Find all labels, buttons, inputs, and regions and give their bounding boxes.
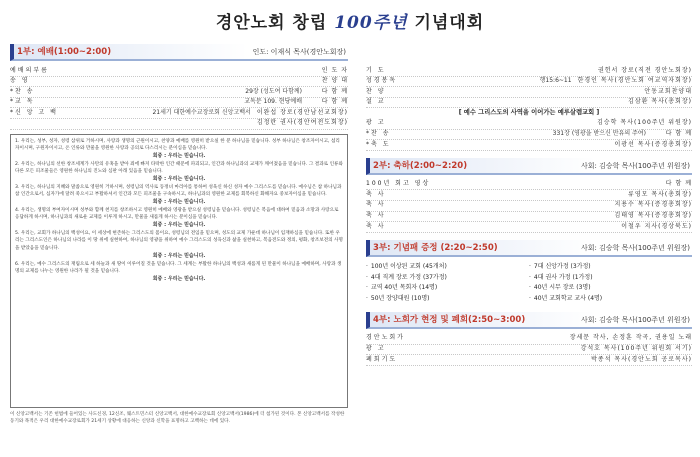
award-item: · 4대 직계 장로 가정 (37가정) [366, 273, 529, 284]
creed-article: 1. 우리는, 성부, 성자, 성령 삼위로 거하시며, 사랑과 생명의 근원이시고, 찬양과 예배를 영원히 받으실 한 분 하나님을 믿습니다. 성부 하나님은 창조자이시고, 섭리자이시며, 구원자이시고, 온 인류와 만물을 영원한 사랑과 공의로 다스리시는 분이심을 믿습니다. [15, 138, 340, 151]
left-column [10, 44, 348, 425]
program-who: 박종석 목사(경안노회 공로목사) [591, 355, 692, 363]
creed-article: 5. 우리는, 교회가 하나님의 백성이요, 이 세상에 현존하는 그리스도의 몸이요, 성령님의 전임을 믿으며, 성도의 교제 가운데 하나님이 임재하심을 믿습니다. 또한 우리는 그리스도인은 하나님의 나라를 이 땅 위에 실현하여, 하나님의 영광을 위하여 예수 그리스도의 성육신과 삶을 실천하고, 복음전도와 정의, 평화, 창조보전의 사명을 받았음을 믿습니다. [15, 231, 343, 251]
congregation-response: 회중 : 우리는 믿습니다. [152, 175, 206, 182]
program-who: 김태영 목사(증경총회장) [614, 212, 692, 220]
program-row [366, 140, 692, 151]
program-who: 류영모 목사(총회장) [628, 190, 692, 198]
program-role: 찬 양 [366, 87, 386, 95]
congregation-response: 회중 : 우리는 믿습니다. [152, 275, 206, 282]
program-role: 경안노회가 [366, 334, 405, 342]
award-item: · 40년 교회학교 교사 (4명) [529, 294, 692, 305]
celebration-list [366, 180, 692, 233]
program-mid: 21세기 대한예수교장로회 신앙고백서 [152, 108, 251, 116]
title-pre: 경안노회 창립 [215, 13, 335, 33]
program-who: 안동교회찬양대 [644, 87, 692, 95]
program-who: 장세문 작사, 손정훈 작곡, 권용일 노래 [569, 334, 692, 342]
program-row [366, 345, 692, 356]
program-row [366, 334, 692, 345]
program-row [10, 66, 348, 77]
program-who: 다 함 께 [321, 98, 348, 106]
creed-article: 4. 우리는, 생명의 부여자이시며 성부와 함께 천지를 창조하시고 영원히 예배와 영광을 받으실 성령님을 믿습니다. 성령님은 복음에 대하여 믿음과 소망과 사랑으로 응답하게 하시며, 하나님과의 새로운 교제를 이루게 하시고, 만물을 새롭게 하시는 분이심을 믿습니다. [15, 208, 339, 221]
program-who: 지용수 목사(증경총회장) [614, 201, 692, 209]
program-mid: 교독문 109. 현당예배 [244, 98, 302, 106]
section-2-host: 사회: 김승학 목사(100주년 위원장) [580, 161, 690, 170]
section-3-host: 사회: 김승학 목사(100주년 위원장) [580, 243, 690, 252]
program-role: 예배의부름 [10, 66, 49, 74]
program-mid: 29장 (성도여 다함께) [245, 87, 302, 95]
title-post: 기념대회 [407, 13, 485, 33]
creed-box [10, 134, 348, 408]
order-of-worship-list [10, 66, 348, 130]
section-4-title: 4부: 노회가 현정 및 폐회(2:50~3:00) [373, 314, 526, 325]
section-1-leader: 인도: 이재식 목사(경안노회장) [252, 48, 346, 56]
program-role: *축 도 [366, 140, 391, 148]
program-row [10, 77, 348, 88]
award-item: · 4대 권사 가정 (1가정) [529, 273, 692, 284]
award-item: · 50년 장양대원 (10명) [366, 294, 529, 305]
closing-list [366, 334, 692, 366]
creed-article: 6. 우리는, 예수 그리스도의 재림으로 세 하늘과 새 땅이 이루어질 것을 믿습니다. 그 세계는 부활한 하나님의 백성과 새롭게 된 만물이 하나님을 예배하며, 사랑과 생명의 교제를 나누는 영원한 나라가 될 것을 믿습니다. [15, 261, 342, 274]
program-role: *찬 송 [366, 130, 391, 138]
program-row [366, 201, 692, 212]
program-who: 이철우 지사(경상북도) [621, 222, 692, 230]
program-role: *찬 송 [10, 87, 35, 95]
award-list [366, 262, 692, 305]
program-who: 권헌서 장로(직전 경안노회장) [597, 66, 692, 74]
congregation-response: 회중 : 우리는 믿습니다. [152, 152, 206, 159]
section-2-title: 2부: 축하(2:00~2:20) [373, 160, 468, 171]
program-who: 이광선 목사(증경총회장) [614, 140, 692, 148]
program-row [366, 355, 692, 366]
program-role: 축 사 [366, 212, 386, 220]
congregation-response: 회중 : 우리는 믿습니다. [152, 199, 206, 206]
program-role: 축 사 [366, 222, 386, 230]
creed-note: 이 신앙고백서는 기존 헌법에 들어있는 사도신경, 12신조, 웨스트민스터 신앙고백서, 대한예수교장로회 신앙고백서(1986)에 더 첨가된 것이다. 본 신앙고백서를 작성한 동기와 목적은 우리 대한예수교장로회가 21세기 상황에 대응하는 신앙과 신학을 표명하고 고백하는 데에 있다. [10, 411, 345, 424]
section-2-header [366, 158, 692, 175]
program-row [366, 180, 692, 191]
section-4-header [366, 312, 692, 329]
program-row [366, 222, 692, 233]
program-who: 찬 양 대 [321, 77, 348, 85]
program-row [366, 87, 692, 98]
right-column [366, 44, 692, 366]
creed-article: 3. 우리는, 하나님의 지혜와 말씀으로 영원히 거하시며, 성령님의 역사로 동정녀 마리아를 통하여 성육신 하신 성자 예수 그리스도를 믿습니다. 예수님은 참 하나님과 참 인간으로서, 십자가에 달려 죽으시고 부활하셔서 인간과 모든 피조물을 구속하시고, 하나님과의 영원한 교제를 회복하신 화해자요 중보자이심을 믿습니다. [15, 184, 342, 198]
program-role: *신 앙 고 백 [10, 108, 58, 116]
sermon-title: [ 예수 그리스도의 사역을 이어가는 예루살렘교회 ] [458, 109, 600, 117]
program-role: 기 도 [366, 66, 386, 74]
section-4-host: 사회: 김승학 목사(100주년 위원장) [580, 315, 690, 324]
program-row [10, 98, 348, 109]
program-mid: 331장 (영광을 받으신 만유의 주여) [552, 130, 646, 138]
program-who: 다 함 께 [321, 87, 348, 95]
program-who: 강석호 목사(100주년 위원회 서기) [580, 345, 692, 352]
award-item: · 100년 이상된 교회 (45개처) [366, 262, 529, 273]
program-row [366, 190, 692, 201]
program-who: 한경인 목사(경안노회 여교역자회장) [577, 77, 692, 85]
program-row [366, 66, 692, 77]
program-role: *교 독 [10, 98, 35, 106]
program-who: 인 도 자 [321, 66, 348, 74]
worship-closing-list [366, 119, 692, 151]
program-who: 다 함 께 [665, 130, 692, 138]
section-3-header [366, 240, 692, 257]
program-role: 광 고 [366, 345, 386, 352]
program-who: 김정란 권사(경안여전도회장) [256, 119, 348, 127]
creed-article: 2. 우리는, 하나님의 선한 창조세계가 사탄의 유혹을 받아 죄에 빠져 타락한 인간 때문에 파괴되고, 인간과 하나님과의 교제가 깨어졌음을 믿습니다. 그 결과로 인류와 다른 모든 피조물들은 영원한 하나님의 진노와 심판 아래 있음을 믿습니다. [15, 161, 343, 174]
program-row [366, 212, 692, 223]
section-1-title: 1부: 예배(1:00~2:00) [17, 47, 112, 57]
page-title [0, 8, 700, 33]
program-role: 폐회기도 [366, 355, 398, 363]
award-item: · 교역 40년 목회자 (14명) [366, 283, 529, 294]
program-who: 김승학 목사(100주년 위원장) [597, 119, 692, 127]
program-row [366, 77, 692, 88]
program-role: 100년 회고 영상 [366, 180, 431, 188]
program-role: 축 사 [366, 190, 386, 198]
award-item: · 40년 시무 장로 (3명) [529, 283, 692, 294]
program-who: 다 함 께 [665, 180, 692, 188]
program-role: 송 영 [10, 77, 30, 85]
program-row [10, 87, 348, 98]
program-who: 이완섭 장로(경안남선교회장) [256, 108, 348, 116]
program-role: 성경봉독 [366, 77, 398, 85]
program-who: 김삼환 목사(총회장) [628, 98, 692, 106]
congregation-response: 회중 : 우리는 믿습니다. [152, 222, 206, 229]
program-mid: 행15:6~11 [539, 77, 572, 85]
title-number: 100주년 [334, 13, 408, 33]
worship-continued-list [366, 66, 692, 108]
program-role: 광 고 [366, 119, 386, 127]
program-row [366, 130, 692, 141]
program-row [366, 98, 692, 109]
program-row [10, 119, 348, 130]
program-role: 설 교 [366, 98, 386, 106]
program-row [10, 108, 348, 119]
section-1-header [10, 44, 348, 61]
congregation-response: 회중 : 우리는 믿습니다. [152, 252, 206, 259]
section-3-title: 3부: 기념패 증정 (2:20~2:50) [373, 242, 498, 253]
program-row [366, 119, 692, 130]
program-role: 축 사 [366, 201, 386, 209]
award-item: · 7대 신앙가정 (3가정) [529, 262, 692, 273]
